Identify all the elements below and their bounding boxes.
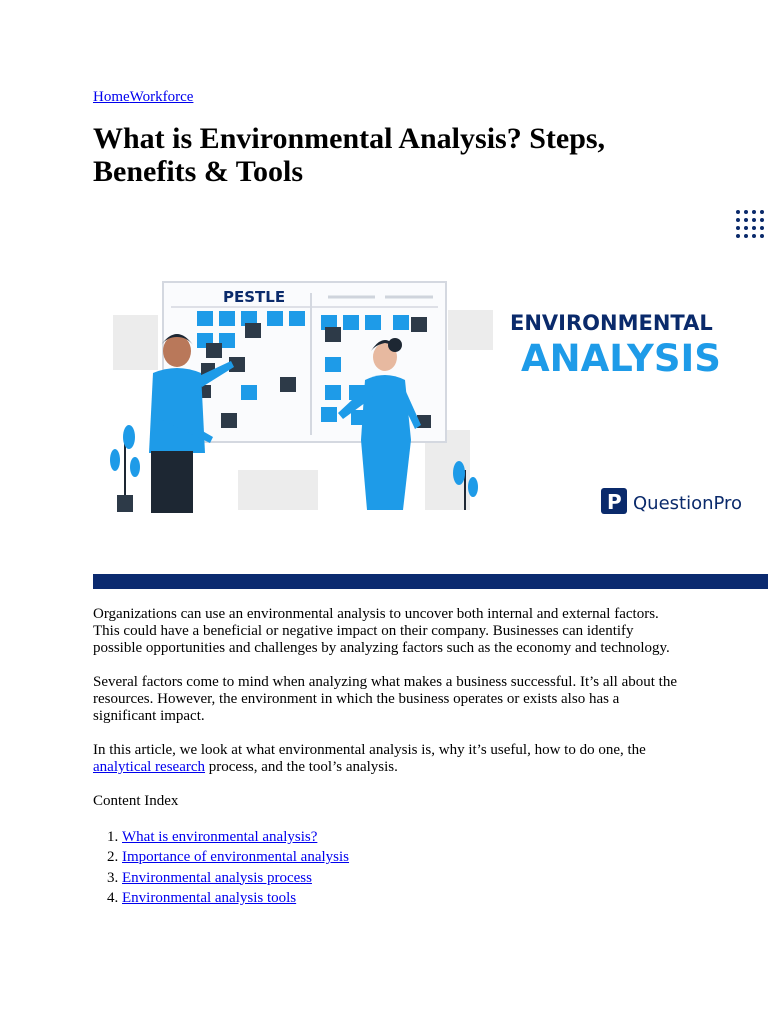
hero-image [93,205,768,590]
list-item [122,847,678,867]
toc-link-4[interactable]: Environmental analysis tools [122,889,297,906]
toc-link-2[interactable]: Importance of environmental analysis [122,849,350,866]
hero-headline-1: ENVIRONMENTAL [510,311,713,335]
board-label: PESTLE [223,288,286,306]
content-index-list [93,827,678,908]
breadcrumb [93,88,193,106]
analytical-research-link[interactable]: analytical research [93,759,206,775]
hero-bottom-bar [93,574,768,589]
questionpro-logo [601,488,742,514]
intro-paragraph-3: In this article, we look at what environmental analysis is, why it’s useful, how to do one, the analytical research process, and the tool’s analysis. [93,742,646,775]
page-title: What is Environmental Analysis? Steps, Benefits & Tools [93,122,606,188]
toc-link-3[interactable]: Environmental analysis process [122,869,312,886]
list-item [122,868,678,888]
article-body [93,606,678,908]
intro-paragraph-2: Several factors come to mind when analyzing what makes a business successful. It’s all about the resources. However, the environment in which the business operates or exists also has a significant impact. [93,674,678,724]
content-index-title: Content Index [93,793,179,809]
plant-left [110,425,140,512]
dot-grid-decoration [736,210,764,238]
breadcrumb-home-link[interactable]: Home [93,89,130,105]
intro-paragraph-1: Organizations can use an environmental analysis to uncover both internal and external factors. This could have a beneficial or negative impact on their company. Businesses can identify possible opportunities and challenges by analyzing factors such as the economy and technology. [93,606,670,656]
list-item [122,827,678,847]
svg-text:P: P [607,490,622,514]
list-item [122,888,678,908]
toc-link-1[interactable]: What is environmental analysis? [122,829,318,845]
breadcrumb-workforce-link[interactable]: Workforce [129,89,194,105]
hero-headline-2: ANALYSIS [521,337,721,380]
brand-name: QuestionPro [633,493,743,514]
